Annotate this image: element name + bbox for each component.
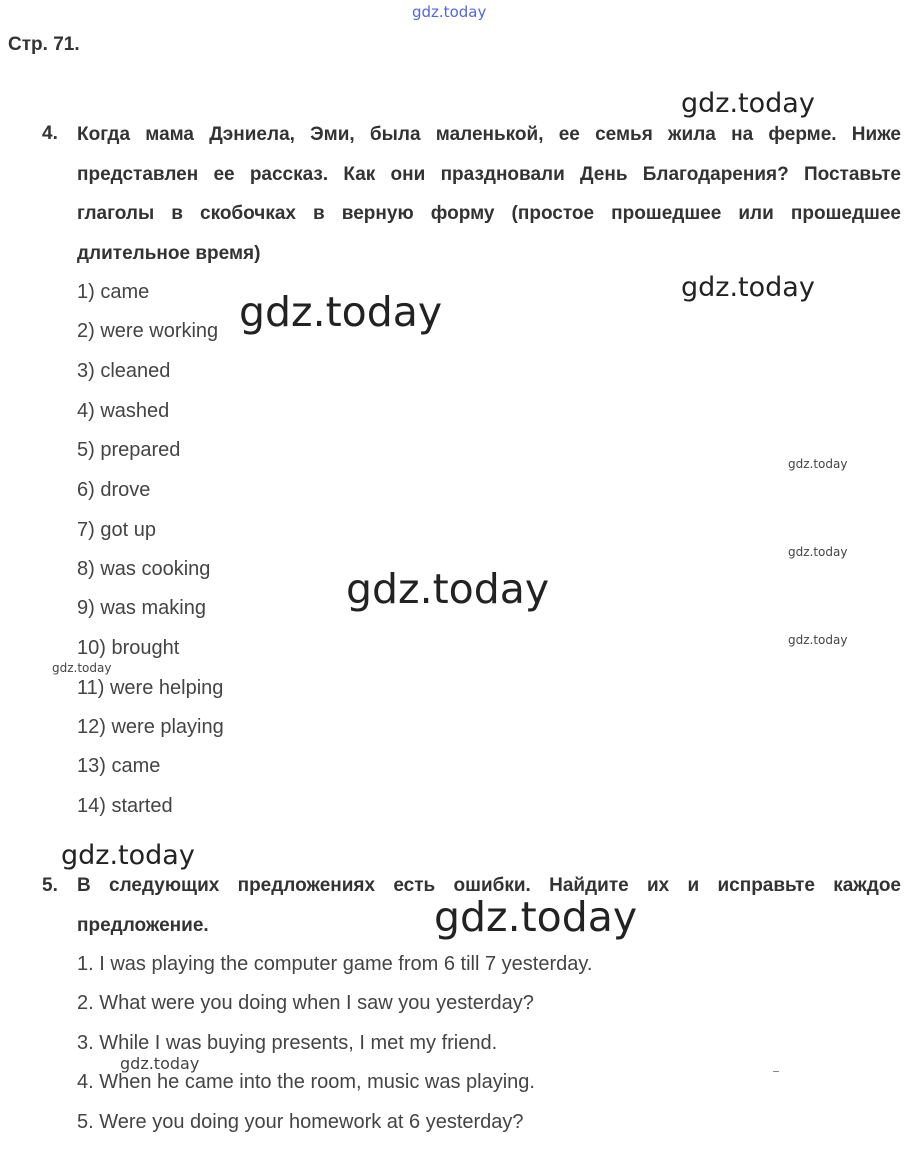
- task-4-answer-13: 13) came: [77, 755, 161, 777]
- task-4-answer-10: 10) brought: [77, 637, 180, 659]
- watermark: gdz.today: [346, 565, 550, 613]
- watermark: gdz.today: [788, 545, 848, 559]
- stray-mark: [773, 1071, 779, 1072]
- task-5-answer-2: 2. What were you doing when I saw you yesterday?: [77, 992, 534, 1014]
- watermark: gdz.today: [681, 272, 815, 303]
- watermark: gdz.today: [239, 288, 443, 336]
- task-4-answer-11: 11) were helping: [77, 677, 224, 699]
- watermark: gdz.today: [52, 661, 112, 675]
- task-4-answer-1: 1) came: [77, 281, 150, 303]
- task-5-answer-4: 4. When he came into the room, music was playing.: [77, 1071, 535, 1093]
- task-5-instruction: В следующих предложениях есть ошибки. Найдите их и исправьте каждое предложение.: [77, 875, 901, 936]
- task-4-answer-4: 4) washed: [77, 400, 170, 422]
- watermark: gdz.today: [412, 3, 487, 21]
- task-5-answer-3: 3. While I was buying presents, I met my friend.: [77, 1032, 498, 1054]
- task-4-answer-9: 9) was making: [77, 597, 206, 619]
- task-4-answer-2: 2) were working: [77, 320, 219, 342]
- page-number: Стр. 71.: [8, 34, 80, 55]
- watermark: gdz.today: [788, 633, 848, 647]
- task-4-number: 4.: [42, 123, 58, 144]
- task-4-answer-6: 6) drove: [77, 479, 151, 501]
- task-4-answer-14: 14) started: [77, 795, 173, 817]
- task-4-answer-7: 7) got up: [77, 519, 156, 541]
- watermark: gdz.today: [120, 1054, 200, 1073]
- task-4-answer-5: 5) prepared: [77, 439, 181, 461]
- watermark: gdz.today: [61, 840, 195, 871]
- task-4-instruction: Когда мама Дэниела, Эми, была маленькой, ее семья жила на ферме. Ниже представлен ее рассказ. Как они праздновали День Благодарения? Поставьте глаголы в скобочках в верную форму (простое прошедшее или прошедшее длительное время): [77, 124, 901, 264]
- watermark: gdz.today: [681, 88, 815, 119]
- task-5-answer-1: 1. I was playing the computer game from 6 till 7 yesterday.: [77, 953, 593, 975]
- task-4-answer-3: 3) cleaned: [77, 360, 171, 382]
- watermark: gdz.today: [788, 457, 848, 471]
- task-4-answer-8: 8) was cooking: [77, 558, 211, 580]
- task-5-number: 5.: [42, 875, 58, 896]
- watermark: gdz.today: [434, 893, 638, 941]
- task-4-answer-12: 12) were playing: [77, 716, 224, 738]
- task-5-answer-5: 5. Were you doing your homework at 6 yesterday?: [77, 1111, 524, 1133]
